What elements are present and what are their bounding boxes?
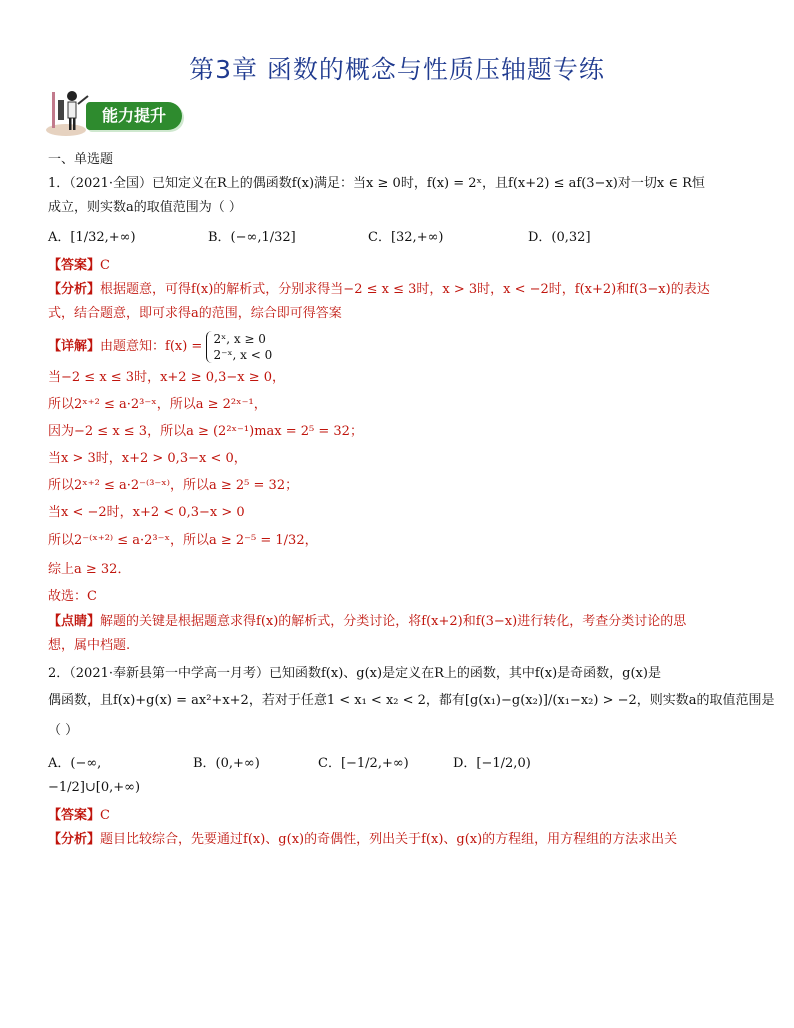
q1-step-1: 当−2 ≤ x ≤ 3时，x+2 ≥ 0,3−x ≥ 0， bbox=[48, 370, 286, 385]
piecewise-cases bbox=[206, 331, 272, 363]
q1-option-b: B．(−∞,1/32] bbox=[208, 230, 296, 245]
q1-option-d: D．(0,32] bbox=[528, 230, 591, 245]
q2-stem-line-1: 2．（2021·奉新县第一中学高一月考）已知函数f(x)、g(x)是定义在R上的函数，其中f(x)是奇函数，g(x)是 bbox=[48, 666, 661, 681]
comment-tag: 【点睛】 bbox=[48, 614, 101, 629]
q1-step-7: 所以2⁻⁽ˣ⁺²⁾ ≤ a·2³⁻ˣ，所以a ≥ 2⁻⁵ = 1/32， bbox=[48, 533, 318, 548]
q1-step-2: 所以2ˣ⁺² ≤ a·2³⁻ˣ，所以a ≥ 2²ˣ⁻¹， bbox=[48, 397, 267, 412]
section-badge bbox=[44, 86, 184, 138]
detail-intro-text: 由题意知：f(x) = bbox=[100, 339, 203, 354]
answer-tag: 【答案】 bbox=[48, 808, 101, 823]
q1-stem-line-2: 成立，则实数a的取值范围为（ ） bbox=[48, 200, 242, 215]
answer-value: C bbox=[100, 808, 110, 823]
q2-options bbox=[48, 752, 748, 800]
q1-step-8: 综上a ≥ 32． bbox=[48, 562, 131, 577]
q2-option-d: D．[−1/2,0) bbox=[453, 756, 531, 771]
q2-option-b: B．(0,+∞) bbox=[193, 756, 260, 771]
analysis-tag: 【分析】 bbox=[48, 832, 101, 847]
analysis-text: 根据题意，可得f(x)的解析式，分别求得当−2 ≤ x ≤ 3时，x > 3时，x < −2时，f(x+2)和f(3−x)的表达 bbox=[100, 282, 710, 297]
section-heading: 一、单选题 bbox=[48, 152, 114, 167]
q1-step-4: 当x > 3时，x+2 > 0,3−x < 0， bbox=[48, 451, 247, 466]
q1-step-5: 所以2ˣ⁺² ≤ a·2⁻⁽³⁻ˣ⁾，所以a ≥ 2⁵ = 32； bbox=[48, 478, 299, 493]
q1-step-9: 故选：C bbox=[48, 589, 97, 604]
comment-text: 解题的关键是根据题意求得f(x)的解析式，分类讨论，将f(x+2)和f(3−x)进行转化，考查分类讨论的思 bbox=[100, 614, 687, 629]
q1-answer bbox=[48, 254, 748, 278]
q1-options bbox=[48, 226, 748, 250]
q1-analysis-line-1 bbox=[48, 278, 748, 302]
analysis-text: 题目比较综合，先要通过f(x)、g(x)的奇偶性，列出关于f(x)、g(x)的方程组，用方程组的方法求出关 bbox=[100, 832, 678, 847]
document-body bbox=[48, 148, 775, 852]
q1-step-6: 当x < −2时，x+2 < 0,3−x > 0 bbox=[48, 505, 245, 520]
q1-detail-intro bbox=[48, 330, 748, 364]
answer-tag: 【答案】 bbox=[48, 258, 101, 273]
q1-analysis-line-2: 式，结合题意，即可求得a的范围，综合即可得答案 bbox=[48, 306, 342, 321]
q1-comment-line-1 bbox=[48, 610, 748, 634]
q2-option-c: C．[−1/2,+∞) bbox=[318, 756, 409, 771]
analysis-tag: 【分析】 bbox=[48, 282, 101, 297]
detail-tag: 【详解】 bbox=[48, 339, 101, 354]
badge-label: 能力提升 bbox=[86, 102, 182, 130]
page-title: 第3章 函数的概念与性质压轴题专练 bbox=[189, 55, 605, 84]
q1-option-c: C．[32,+∞) bbox=[368, 230, 444, 245]
case-2: 2⁻ˣ, x < 0 bbox=[213, 347, 273, 362]
case-1: 2ˣ, x ≥ 0 bbox=[213, 331, 266, 346]
q1-stem-line-1: 1．（2021·全国）已知定义在R上的偶函数f(x)满足：当x ≥ 0时，f(x) = 2ˣ，且f(x+2) ≤ af(3−x)对一切x ∈ R恒 bbox=[48, 176, 705, 191]
q2-analysis-line-1 bbox=[48, 828, 748, 852]
q2-stem-line-2: 偶函数，且f(x)+g(x) = ax²+x+2，若对于任意1 < x₁ < x₂ < 2，都有[g(x₁)−g(x₂)]/(x₁−x₂) > −2，则实数a的取值范围是 bbox=[48, 693, 775, 708]
q2-answer bbox=[48, 804, 748, 828]
q2-option-a: A．(−∞,−1/2]∪[0,+∞) bbox=[48, 756, 141, 795]
q1-comment-line-2: 想，属中档题. bbox=[48, 638, 131, 653]
answer-value: C bbox=[100, 258, 110, 273]
q1-option-a: A．[1/32,+∞) bbox=[48, 230, 136, 245]
q1-step-3: 因为−2 ≤ x ≤ 3，所以a ≥ (2²ˣ⁻¹)max = 2⁵ = 32； bbox=[48, 424, 363, 439]
q2-stem-line-3: （ ） bbox=[48, 723, 79, 738]
